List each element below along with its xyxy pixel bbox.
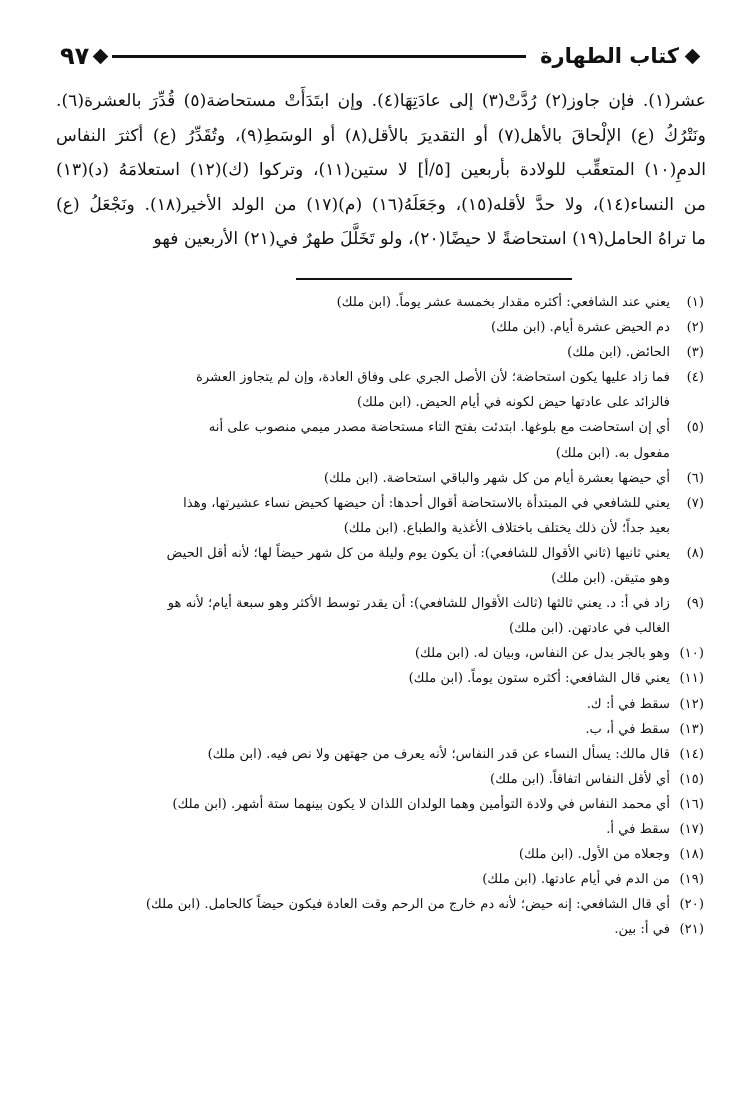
footnote	[56, 842, 704, 867]
footnote-number: (٦)	[686, 470, 704, 486]
footnote-text: زاد في أ: د. يعني ثالثها (ثالث الأقوال للشافعي): أن يقدر توسط الأكثر وهو سبعة أيام؛ لأنه هو	[167, 596, 670, 612]
footnote-number: (٢)	[686, 320, 704, 336]
footnote-text: سقط في أ: ك.	[586, 696, 670, 712]
footnote-text: الحائض. (ابن ملك)	[567, 345, 670, 361]
footnote-number: (٢٠)	[679, 897, 704, 913]
footnote-continuation: بعيد جداً؛ لأن ذلك يختلف باختلاف الأغذية والطباع. (ابن ملك)	[343, 520, 670, 536]
footnote-text: يعني قال الشافعي: أكثره ستون يوماً. (ابن ملك)	[408, 671, 670, 687]
text-line: ما تراهُ الحامل(١٩) استحاضةً لا حيضًا(٢٠)، ولو تَخَلَّلَ طهرٌ في(٢١) الأربعين فهو	[153, 229, 706, 249]
footnote-text: أي محمد النفاس في ولادة التوأمين وهما الولدان اللذان لا يكون بينهما ستة أشهر. (ابن ملك)	[172, 796, 670, 812]
footnote-number: (١٧)	[679, 821, 704, 837]
footnote	[56, 466, 704, 491]
footnote-text: يعني ثانيها (ثاني الأقوال للشافعي): أن يكون يوم وليلة من كل شهر حيضاً لها؛ لأنه أقل الحيض	[166, 545, 670, 561]
footnote	[56, 290, 704, 315]
text-line: من النساء(١٤)، ولا حدَّ لأقله(١٥)، وجَعَلَهُ(١٦) (م)(١٧) من الولد الأخير(١٨). ونَجْعَلُ (ع)	[56, 194, 707, 215]
footnotes	[56, 290, 704, 942]
footnote-number: (١٨)	[679, 847, 704, 863]
footnote	[56, 491, 704, 541]
footnote-number: (٧)	[686, 495, 704, 511]
footnote-text: يعني عند الشافعي: أكثره مقدار بخمسة عشر يوماً. (ابن ملك)	[336, 295, 670, 310]
footnote-number: (١١)	[679, 671, 704, 687]
footnote-number: (١٥)	[679, 771, 704, 787]
footnote	[56, 917, 704, 942]
footnote-number: (٨)	[686, 545, 704, 561]
footnote	[56, 792, 704, 817]
footnote	[56, 742, 704, 767]
chapter-title: كتاب الطهارة	[540, 44, 679, 68]
footnote-number: (١٩)	[679, 872, 704, 888]
footnote-text: فما زاد عليها يكون استحاضة؛ لأن الأصل الجري على وفاق العادة، وإن لم يتجاوز العشرة	[195, 370, 670, 386]
footnote-number: (١)	[686, 295, 704, 310]
footnote	[56, 717, 704, 742]
text-line: الدمِ(١٠) المتعقِّب للولادة بأربعين [٥/أ] لا ستين(١١)، وتركوا (ك)(١٢) استعلامَهُ (د)(١٣)	[56, 160, 706, 180]
footnote-number: (١٣)	[679, 721, 704, 737]
header-rule	[112, 55, 526, 58]
footnote-continuation: مفعول به. (ابن ملك)	[555, 445, 670, 461]
footnote-text: وجعلاه من الأول. (ابن ملك)	[518, 847, 670, 863]
footnote-text: أي قال الشافعي: إنه حيض؛ لأنه دم خارج من الرحم وقت العادة فيكون حيضاً كالحامل. (ابن ملك)	[145, 897, 670, 913]
page-number: ٩٧	[60, 42, 90, 70]
footnote-text: من الدم في أيام عادتها. (ابن ملك)	[482, 872, 670, 888]
footnote-number: (٢١)	[679, 922, 704, 938]
footnote	[56, 641, 704, 666]
footnote	[56, 340, 704, 365]
footnote-text: سقط في أ.	[606, 821, 670, 837]
footnote	[56, 817, 704, 842]
footnote-number: (٣)	[686, 345, 704, 361]
running-header	[60, 38, 698, 74]
footnote-separator	[296, 278, 572, 280]
footnote-number: (١٢)	[679, 696, 704, 712]
footnote-number: (٩)	[686, 596, 704, 612]
footnote-text: دم الحيض عشرة أيام. (ابن ملك)	[490, 320, 670, 336]
footnote-text: سقط في أ، ب.	[585, 721, 670, 737]
footnote	[56, 692, 704, 717]
footnote-text: وهو بالجر بدل عن النفاس، وبيان له. (ابن ملك)	[414, 646, 670, 662]
footnote-number: (٤)	[686, 370, 704, 386]
footnote-number: (٥)	[686, 420, 704, 436]
footnote-text: أي لأقل النفاس اتفاقاً. (ابن ملك)	[490, 771, 670, 787]
text-line: ونَتْرُكُ (ع) الإلْحاقَ بالأهل(٧) أو التقديرَ بالأقل(٨) أو الوسَطِ(٩)، وتُقَدِّرُ (ع) أكثرَ النفاس	[56, 125, 706, 146]
footnote-text: يعني للشافعي في المبتدأة بالاستحاضة أقوال أحدها: أن حيضها كحيض نساء عشيرتها، وهذا	[183, 495, 670, 511]
main-text	[56, 84, 706, 257]
footnote	[56, 767, 704, 792]
footnote-continuation: الغالب في عادتهن. (ابن ملك)	[508, 621, 670, 637]
footnote-number: (١٦)	[679, 796, 704, 812]
diamond-ornament-icon	[685, 48, 701, 64]
footnote	[56, 415, 704, 465]
footnote-text: قال مالك: يسأل النساء عن قدر النفاس؛ لأنه يعرف من جهتهن ولا نص فيه. (ابن ملك)	[207, 746, 670, 762]
footnote-number: (١٠)	[679, 646, 704, 662]
diamond-ornament-icon	[93, 48, 109, 64]
footnote-text: أي حيضها بعشرة أيام من كل شهر والباقي استحاضة. (ابن ملك)	[323, 470, 670, 486]
footnote	[56, 867, 704, 892]
footnote-text: أي إن استحاضت مع بلوغها. ابتدئت بفتح التاء مستحاضة مصدر ميمي منصوب على أنه	[208, 420, 670, 436]
footnote-number: (١٤)	[679, 746, 704, 762]
footnote-continuation: وهو متيقن. (ابن ملك)	[551, 571, 670, 587]
footnote	[56, 591, 704, 641]
footnote	[56, 541, 704, 591]
footnote	[56, 666, 704, 691]
footnote-continuation: فالزائد على عادتها حيض لكونه في أيام الحيض. (ابن ملك)	[356, 395, 670, 411]
footnote	[56, 315, 704, 340]
footnote	[56, 892, 704, 917]
footnote-text: في أ: بين.	[614, 922, 670, 938]
text-line: عشر(١). فإن جاوز(٢) رُدَّتْ(٣) إلى عادَتِهَا(٤). وإن ابتَدَأَتْ مستحاضة(٥) قُدِّرَ بالعشرة(٦).	[56, 91, 707, 111]
footnote	[56, 365, 704, 415]
